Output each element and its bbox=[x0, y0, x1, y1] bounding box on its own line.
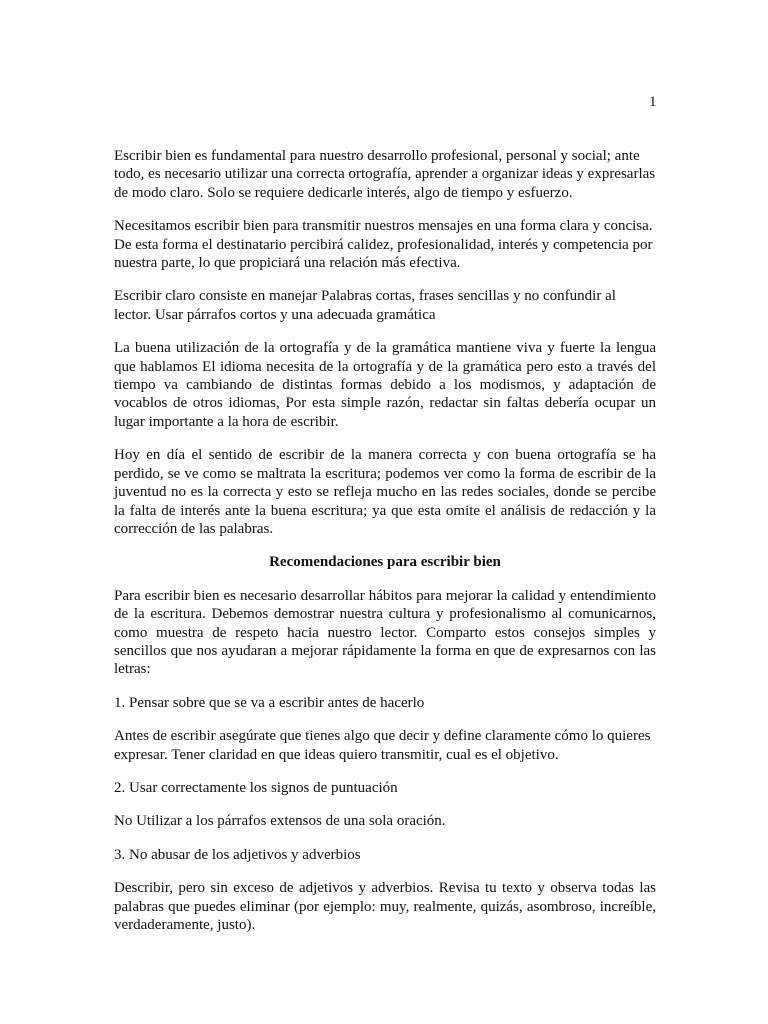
paragraph-write-clearly: Escribir claro consiste en manejar Palabras cortas, frases sencillas y no confundir al lector. Usar párrafos cortos y una adecuada gramática bbox=[114, 288, 616, 323]
paragraph-item-1-detail: Antes de escribir asegúrate que tienes algo que decir y define claramente cómo lo quieres expresar. Tener claridad en que ideas quiero transmitir, cual es el objetivo. bbox=[114, 728, 651, 763]
paragraph-habits: Para escribir bien es necesario desarrollar hábitos para mejorar la calidad y entendimiento de la escritura. Debemos demostrar nuestra cultura y profesionalismo al comunicarnos, como muestra de respeto hacia nuestro lector. Comparto estos consejos simples y sencillos que nos ayudaran a mejorar rápidamente la forma en que de expresarnos con las letras: bbox=[114, 587, 656, 678]
list-item-1: 1. Pensar sobre que se va a escribir antes de hacerlo bbox=[114, 694, 425, 711]
paragraph-spelling-grammar: La buena utilización de la ortografía y de la gramática mantiene viva y fuerte la lengua que hablamos El idioma necesita de la ortografía y de la gramática pero esto a través del tiempo va cambiando de distintas formas debido a los modismos, y adaptación de vocablos de otros idiomas, Por esta simple razón, redactar sin faltas debería ocupar un lugar importante a la hora de escribir. bbox=[114, 340, 656, 430]
paragraph-item-3-detail: Describir, pero sin exceso de adjetivos y adverbios. Revisa tu texto y observa todas las palabras que puedes eliminar (por ejemplo: muy, realmente, quizás, asombroso, increíble, verdaderamente, justo). bbox=[114, 880, 656, 933]
paragraph-item-2-detail: No Utilizar a los párrafos extensos de una sola oración. bbox=[114, 813, 446, 830]
paragraph-nowadays: Hoy en día el sentido de escribir de la manera correcta y con buena ortografía se ha perdido, se ve como se maltrata la escritura; podemos ver como la forma de escribir de la juventud no es la correcta y esto se refleja mucho en las redes sociales, donde se percibe la falta de interés ante la buena escritura; ya que esta omite el análisis de redacción y la corrección de las palabras. bbox=[114, 447, 656, 537]
list-item-2: 2. Usar correctamente los signos de puntuación bbox=[114, 779, 398, 796]
section-heading: Recomendaciones para escribir bien bbox=[269, 554, 501, 571]
page-number: 1 bbox=[649, 94, 657, 110]
document-body bbox=[114, 147, 656, 949]
paragraph-intro: Escribir bien es fundamental para nuestro desarrollo profesional, personal y social; ante todo, es necesario utilizar una correcta ortografía, aprender a organizar ideas y expresarlas de modo claro. Solo se requiere dedicarle interés, algo de tiempo y esfuerzo. bbox=[114, 148, 656, 201]
list-item-3: 3. No abusar de los adjetivos y adverbios bbox=[114, 846, 361, 863]
paragraph-why-write-well: Necesitamos escribir bien para transmitir nuestros mensajes en una forma clara y concisa. De esta forma el destinatario percibirá calidez, profesionalidad, interés y competencia por nuestra parte, lo que propiciará una relación más efectiva. bbox=[114, 218, 653, 272]
